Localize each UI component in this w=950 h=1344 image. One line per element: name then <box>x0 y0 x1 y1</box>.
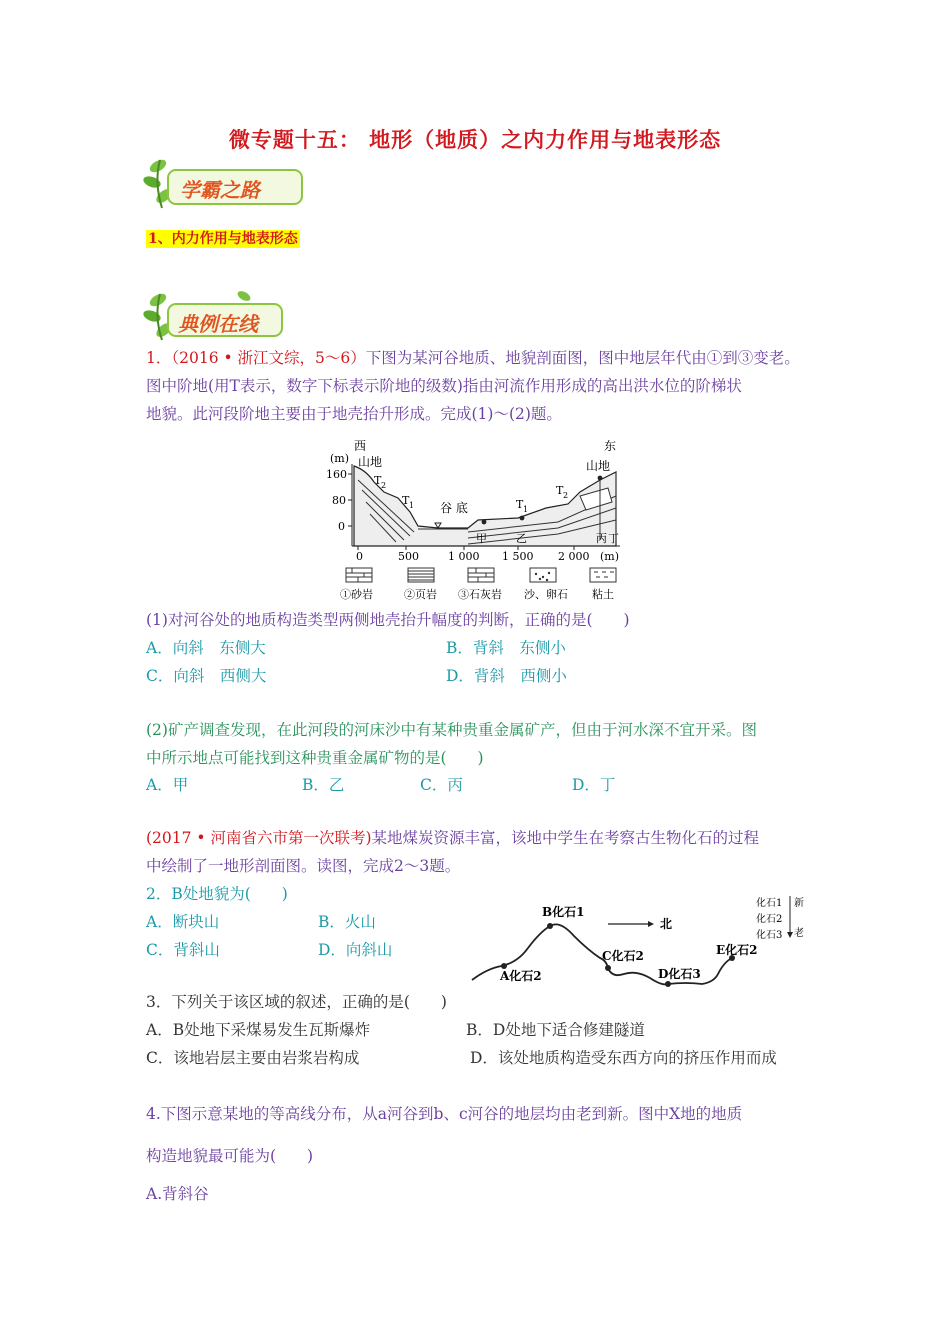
q1-sub1-option-d[interactable]: D．背斜 西侧小 <box>446 667 567 685</box>
study-path-badge <box>140 152 310 212</box>
fig2-legend-fossil3: 化石3 <box>756 930 783 941</box>
fig1-t2-east-sub: 2 <box>563 491 569 500</box>
fig1-t1-west-label: T <box>402 494 410 507</box>
q3-stem: 3．下列关于该区域的叙述，正确的是( ) <box>146 993 447 1011</box>
fig1-t2-label: T <box>374 474 382 487</box>
q4-option-a[interactable]: A.背斜谷 <box>146 1185 209 1203</box>
q1-sub1-option-a[interactable]: A．向斜 东侧大 <box>146 639 266 657</box>
fig2-legend-fossil1: 化石1 <box>756 898 783 909</box>
fig1-x-unit: (m) <box>600 550 620 563</box>
fig1-y-unit: (m) <box>330 452 350 465</box>
q1-sub2-stem-line-2: 中所示地点可能找到这种贵重金属矿物的是( ) <box>146 749 484 767</box>
fig1-legend-limestone: ③石灰岩 <box>458 588 502 601</box>
fig1-x-tick-1500: 1 500 <box>502 550 534 563</box>
fig1-point-ding: 丁 <box>608 532 619 545</box>
fig1-t1-east-label: T <box>516 498 524 511</box>
study-path-label: 学霸之路 <box>180 178 260 202</box>
fig1-t2-sub: 2 <box>381 481 387 490</box>
q1-sub1-option-b[interactable]: B．背斜 东侧小 <box>446 639 566 657</box>
fig2-legend-new: 新 <box>794 898 804 909</box>
fig1-x-tick-0: 0 <box>356 550 363 563</box>
fig1-west-label: 西 <box>354 439 367 453</box>
q2-stem: 2．B处地貌为( ) <box>146 885 288 903</box>
q2-option-d[interactable]: D．向斜山 <box>318 941 393 959</box>
q3-option-a[interactable]: A．B处地下采煤易发生瓦斯爆炸 <box>146 1021 371 1039</box>
q2-option-c[interactable]: C．背斜山 <box>146 941 220 959</box>
fig2-north-label: 北 <box>660 917 673 931</box>
q1-intro-line-1: 1．（2016 • 浙江文综，5～6）下图为某河谷地质、地貌剖面图，图中地层年代由①到③变老。 <box>146 349 800 367</box>
fig1-valley-label: 谷 底 <box>440 501 468 515</box>
q1-sub2-option-d[interactable]: D．丁 <box>572 776 616 794</box>
fossil-terrain-profile-figure <box>466 892 812 996</box>
q1-sub2-stem-line-1: (2)矿产调查发现，在此河段的河床沙中有某种贵重金属矿产，但由于河水深不宜开采。图 <box>146 721 757 739</box>
fig1-t2-east-label: T <box>556 484 564 497</box>
fig1-x-tick-500: 500 <box>398 550 419 563</box>
fig2-legend-fossil2: 化石2 <box>756 914 783 925</box>
fig1-west-mountain: 山地 <box>358 455 383 469</box>
q3-option-b[interactable]: B．D处地下适合修建隧道 <box>466 1021 645 1039</box>
q2-group-intro-line-1: (2017 • 河南省六市第一次联考)某地煤炭资源丰富，该地中学生在考察古生物化石的过程 <box>146 829 760 847</box>
fig1-east-label: 东 <box>604 439 617 453</box>
fig1-east-mountain: 山地 <box>586 459 611 473</box>
fig2-point-d-label: D化石3 <box>658 967 701 981</box>
fig1-y-tick-160: 160 <box>326 468 347 481</box>
fig2-point-c-label: C化石2 <box>602 949 644 963</box>
fig1-legend-sand-gravel: 沙、卵石 <box>524 588 568 601</box>
fig1-x-tick-2000: 2 000 <box>558 550 590 563</box>
fig2-point-e-label: E化石2 <box>716 943 758 957</box>
fig1-y-tick-80: 80 <box>332 494 346 507</box>
fig1-t1-east-sub: 1 <box>523 505 529 514</box>
q1-sub2-option-a[interactable]: A．甲 <box>146 776 189 794</box>
fig2-legend-old: 老 <box>794 928 804 939</box>
q4-stem-line-1: 4.下图示意某地的等高线分布，从a河谷到b、c河谷的地层均由老到新。图中X地的地质 <box>146 1105 743 1123</box>
q1-sub1-option-c[interactable]: C．向斜 西侧大 <box>146 667 267 685</box>
q1-intro-line-3: 地貌。此河段阶地主要由于地壳抬升形成。完成(1)～(2)题。 <box>146 405 562 423</box>
fig1-legend-sandstone: ①砂岩 <box>340 588 373 601</box>
q4-stem-line-2: 构造地貌最可能为( ) <box>146 1147 314 1165</box>
section-heading: 1、内力作用与地表形态 <box>148 231 298 247</box>
examples-badge <box>140 288 290 344</box>
q3-option-d[interactable]: D．该处地质构造受东西方向的挤压作用而成 <box>470 1049 777 1067</box>
fig2-point-a-label: A化石2 <box>500 969 542 983</box>
q2-option-b[interactable]: B．火山 <box>318 913 376 931</box>
q2-option-a[interactable]: A．断块山 <box>146 913 220 931</box>
fig1-point-yi: 乙 <box>516 532 527 545</box>
river-valley-profile-figure <box>318 436 628 606</box>
q3-option-c[interactable]: C．该地岩层主要由岩浆岩构成 <box>146 1049 360 1067</box>
q1-sub1-stem: (1)对河谷处的地质构造类型两侧地壳抬升幅度的判断，正确的是( ) <box>146 611 630 629</box>
q2-group-intro-line-2: 中绘制了一地形剖面图。读图，完成2～3题。 <box>146 857 461 875</box>
fig1-point-bing: 丙 <box>596 532 607 545</box>
fig2-point-b-label: B化石1 <box>542 905 585 919</box>
page-title: 微专题十五： 地形（地质）之内力作用与地表形态 <box>228 127 722 152</box>
examples-label: 典例在线 <box>178 312 258 336</box>
fig1-legend-shale: ②页岩 <box>404 588 437 601</box>
fig1-x-tick-1000: 1 000 <box>448 550 480 563</box>
q1-sub2-option-c[interactable]: C．丙 <box>420 776 463 794</box>
fig1-legend-clay: 粘土 <box>592 588 614 601</box>
fig1-t1-west-sub: 1 <box>409 501 415 510</box>
q1-sub2-option-b[interactable]: B．乙 <box>302 776 345 794</box>
fig1-point-jia: 甲 <box>476 532 487 545</box>
fig1-y-tick-0: 0 <box>338 520 345 533</box>
q1-intro-line-2: 图中阶地(用T表示，数字下标表示阶地的级数)指由河流作用形成的高出洪水位的阶梯状 <box>146 377 742 395</box>
